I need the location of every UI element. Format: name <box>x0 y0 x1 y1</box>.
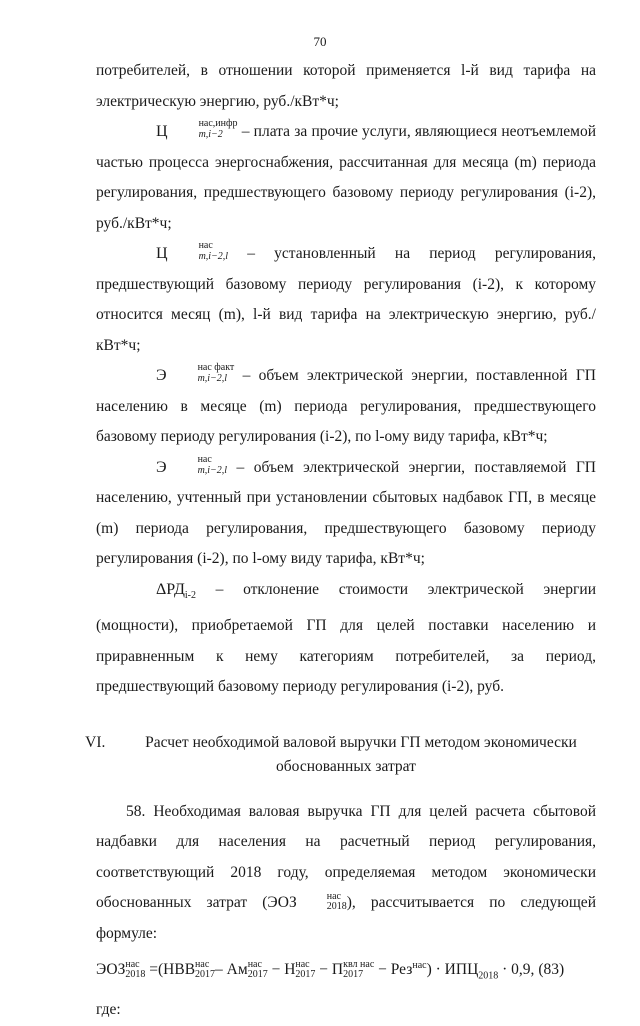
paragraph-tariff <box>96 239 596 361</box>
paragraph-tariff-text: – установленный на период регулирования, предшествующий базовому периоду регулирования (i-2), к которому относится месяц (m), l-й вид тарифа на электрическую энергию, руб./кВт*ч; <box>96 245 596 354</box>
paragraph-volume-fact <box>96 361 596 453</box>
document-body <box>85 56 596 1026</box>
symbol-delta-rd: $\Delta РД_{i-2}$ <box>156 580 197 601</box>
page-number: 70 <box>313 34 327 49</box>
paragraph-volume-planned <box>96 453 596 575</box>
paragraph-volume-fact-text: – объем электрической энергии, поставленной ГП населению в месяце (m) периода регулирования, предшествующего базовому периоду регулирования (i-2), по l-ому виду тарифа, кВт*ч; <box>96 367 596 445</box>
paragraph-deviation-text: – отклонение стоимости электрической энергии (мощности), приобретаемой ГП для целей поставки населению и приравненным к нему категориям потребителей, за период, предшествующий базовому периоду регулирования (i-2), руб. <box>96 580 596 696</box>
formula-term-rez: Рез$^{нас}$ <box>390 960 427 979</box>
paragraph-consumers: потребителей, в отношении которой применяется l-й вид тарифа на электрическую энергию, руб./кВт*ч; <box>96 62 596 110</box>
formula-83: ЭОЗ нас 2018 =(НВВ нас 2017 – Ам нас 2017 − Н нас 2017 − П квл нас 2017 − $Рез^{нас}) \cdot ИПЦ_{2018} \cdot 0,9$, (83) <box>96 953 596 989</box>
symbol-e-planned: Э нас m,i−2,l <box>156 453 228 476</box>
formula-term-n: Н нас 2017 <box>284 958 316 980</box>
section-title-line2: обоснованных затрат <box>276 757 416 775</box>
where-label: где: <box>96 1001 121 1019</box>
formula-number: (83) <box>534 961 565 979</box>
formula-term-p: П квл нас 2017 <box>331 958 375 980</box>
formula-tail: ) · ИПЦ <box>426 961 479 979</box>
symbol-ts-tariff: Ц нас m,i−2,l <box>156 240 229 263</box>
section-number: VI. <box>85 733 106 751</box>
formula-tail-sub: 2018 <box>478 970 499 982</box>
section-heading <box>85 731 596 779</box>
symbol-e-fact: Э нас факт m,i−2,l <box>156 362 235 385</box>
paragraph-other-services <box>96 117 596 239</box>
paragraph-other-services-text: – плата за прочие услуги, являющиеся неотъемлемой частью процесса энергоснабжения, рассчитанная для месяца (m) периода регулирования, предшествующего базовому периоду регулирования (i-2), руб./кВт*ч; <box>96 123 596 232</box>
formula-lhs: ЭОЗ нас 2018 <box>96 958 146 980</box>
formula-coef: · 0,9, <box>498 961 535 979</box>
section-title-line1: Расчет необходимой валовой выручки ГП методом экономически <box>145 733 577 751</box>
symbol-eoz-inline: нас 2018 <box>326 890 347 912</box>
symbol-ts-infr: Ц нас,инфр m,i−2 <box>156 118 238 141</box>
formula-term-nvv: НВВ нас 2017 <box>163 958 216 980</box>
formula-term-am: Ам нас 2017 <box>226 958 268 980</box>
paragraph-volume-planned-text: – объем электрической энергии, поставляемой ГП населению, учтенный при установлении сбытовых надбавок ГП, в месяце (m) периода регулирования, предшествующего базовому периоду регулирования (i-2), по l-ому виду тарифа, кВт*ч; <box>96 458 596 567</box>
paragraph-deviation <box>96 575 596 703</box>
paragraph-58: 58. Необходимая валовая выручка ГП для целей расчета сбытовой надбавки для населения на расчетный период регулирования, соответствующий 2018 году, определяемая методом экономически обоснованных затрат (ЭОЗ нас 2018 ), рассчитывается по следующей формуле: <box>96 802 596 942</box>
